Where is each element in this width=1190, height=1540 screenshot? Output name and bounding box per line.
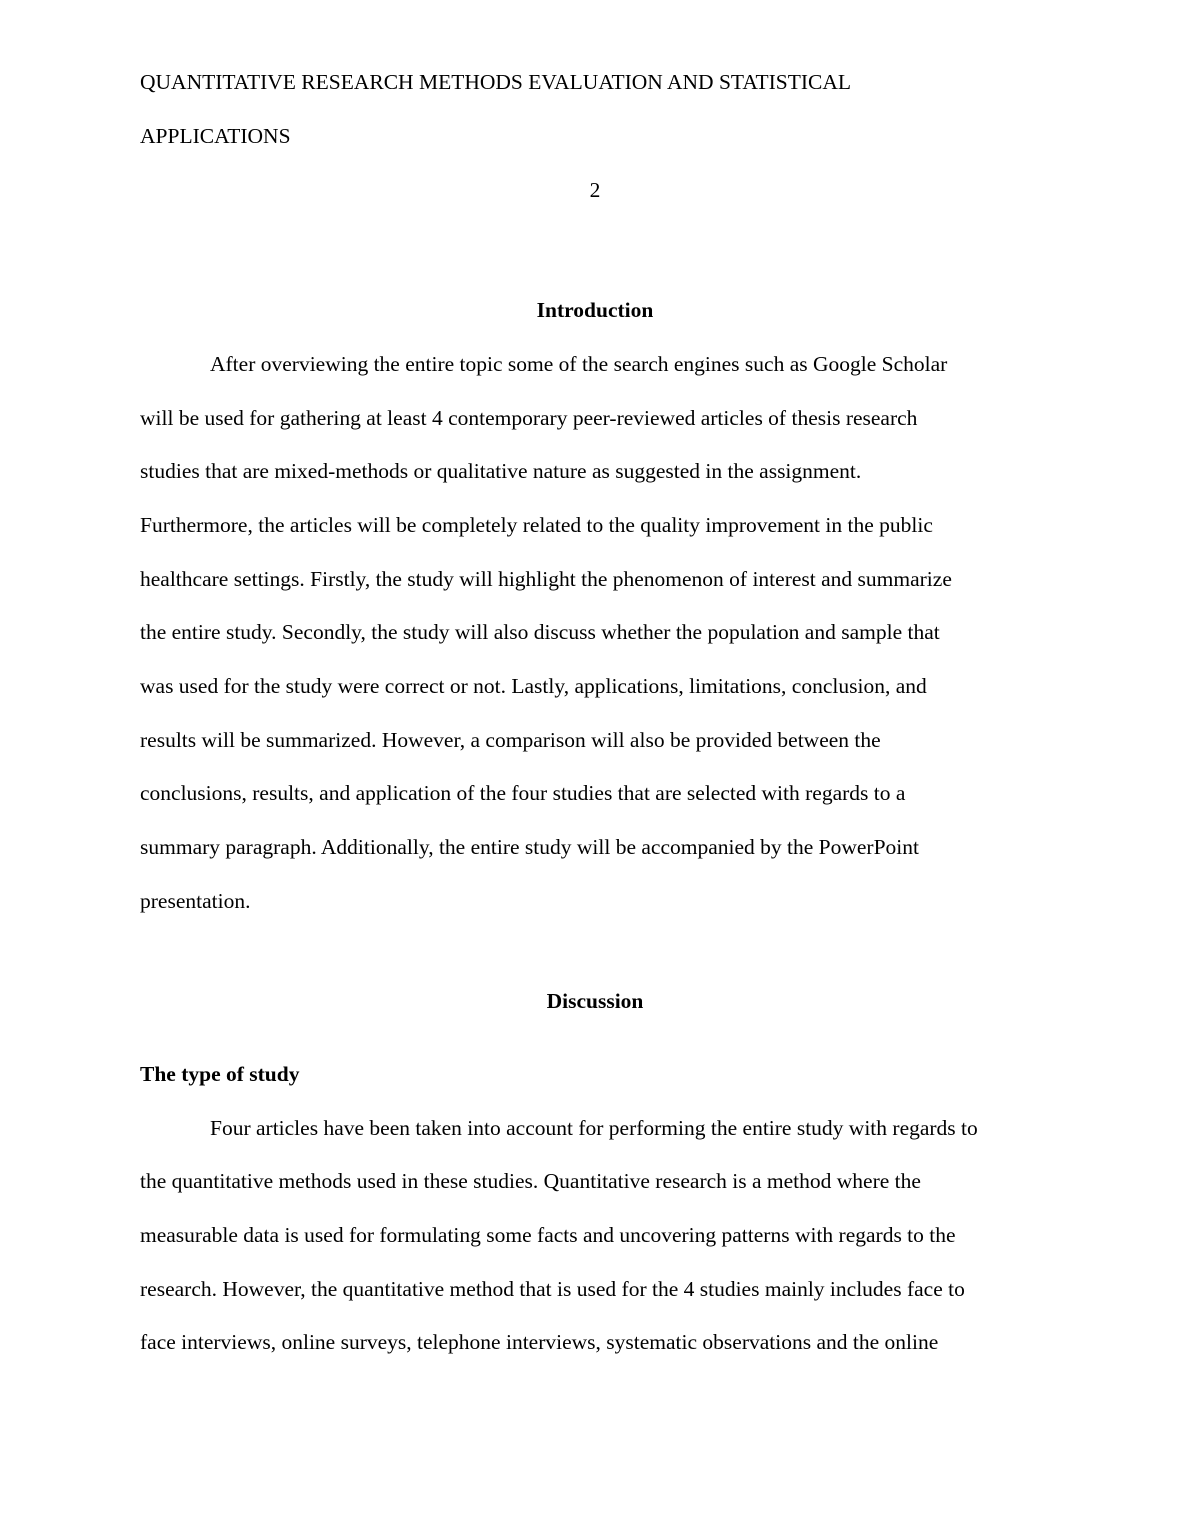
paragraph-line: the quantitative methods used in these studies. Quantitative research is a method where the	[140, 1169, 921, 1193]
paragraph-line: conclusions, results, and application of the four studies that are selected with regards to a	[140, 781, 906, 805]
paragraph-line: healthcare settings. Firstly, the study will highlight the phenomenon of interest and summarize	[140, 567, 952, 591]
paragraph-line: results will be summarized. However, a comparison will also be provided between the	[140, 728, 881, 752]
type-of-study-subheading: The type of study	[140, 1062, 300, 1086]
paragraph-line: face interviews, online surveys, telephone interviews, systematic observations and the online	[140, 1330, 939, 1354]
paragraph-line: Four articles have been taken into account for performing the entire study with regards to	[210, 1116, 978, 1140]
paragraph-line: Furthermore, the articles will be completely related to the quality improvement in the public	[140, 513, 933, 537]
introduction-heading: Introduction	[536, 298, 654, 322]
paragraph-line: will be used for gathering at least 4 contemporary peer-reviewed articles of thesis research	[140, 406, 918, 430]
paragraph-line: the entire study. Secondly, the study will also discuss whether the population and sample that	[140, 620, 940, 644]
paragraph-line: research. However, the quantitative method that is used for the 4 studies mainly includes face to	[140, 1277, 965, 1301]
paragraph-line: was used for the study were correct or not. Lastly, applications, limitations, conclusion, and	[140, 674, 927, 698]
paragraph-line: summary paragraph. Additionally, the entire study will be accompanied by the PowerPoint	[140, 835, 919, 859]
paragraph-line: presentation.	[140, 889, 251, 913]
running-head-line-1: QUANTITATIVE RESEARCH METHODS EVALUATION AND STATISTICAL	[140, 70, 852, 94]
discussion-heading: Discussion	[546, 989, 644, 1013]
running-head-line-2: APPLICATIONS	[140, 124, 291, 148]
paragraph-line: measurable data is used for formulating some facts and uncovering patterns with regards to the	[140, 1223, 956, 1247]
page-number: 2	[589, 178, 601, 202]
paragraph-line: studies that are mixed-methods or qualitative nature as suggested in the assignment.	[140, 459, 862, 483]
paragraph-line: After overviewing the entire topic some of the search engines such as Google Scholar	[210, 352, 948, 376]
